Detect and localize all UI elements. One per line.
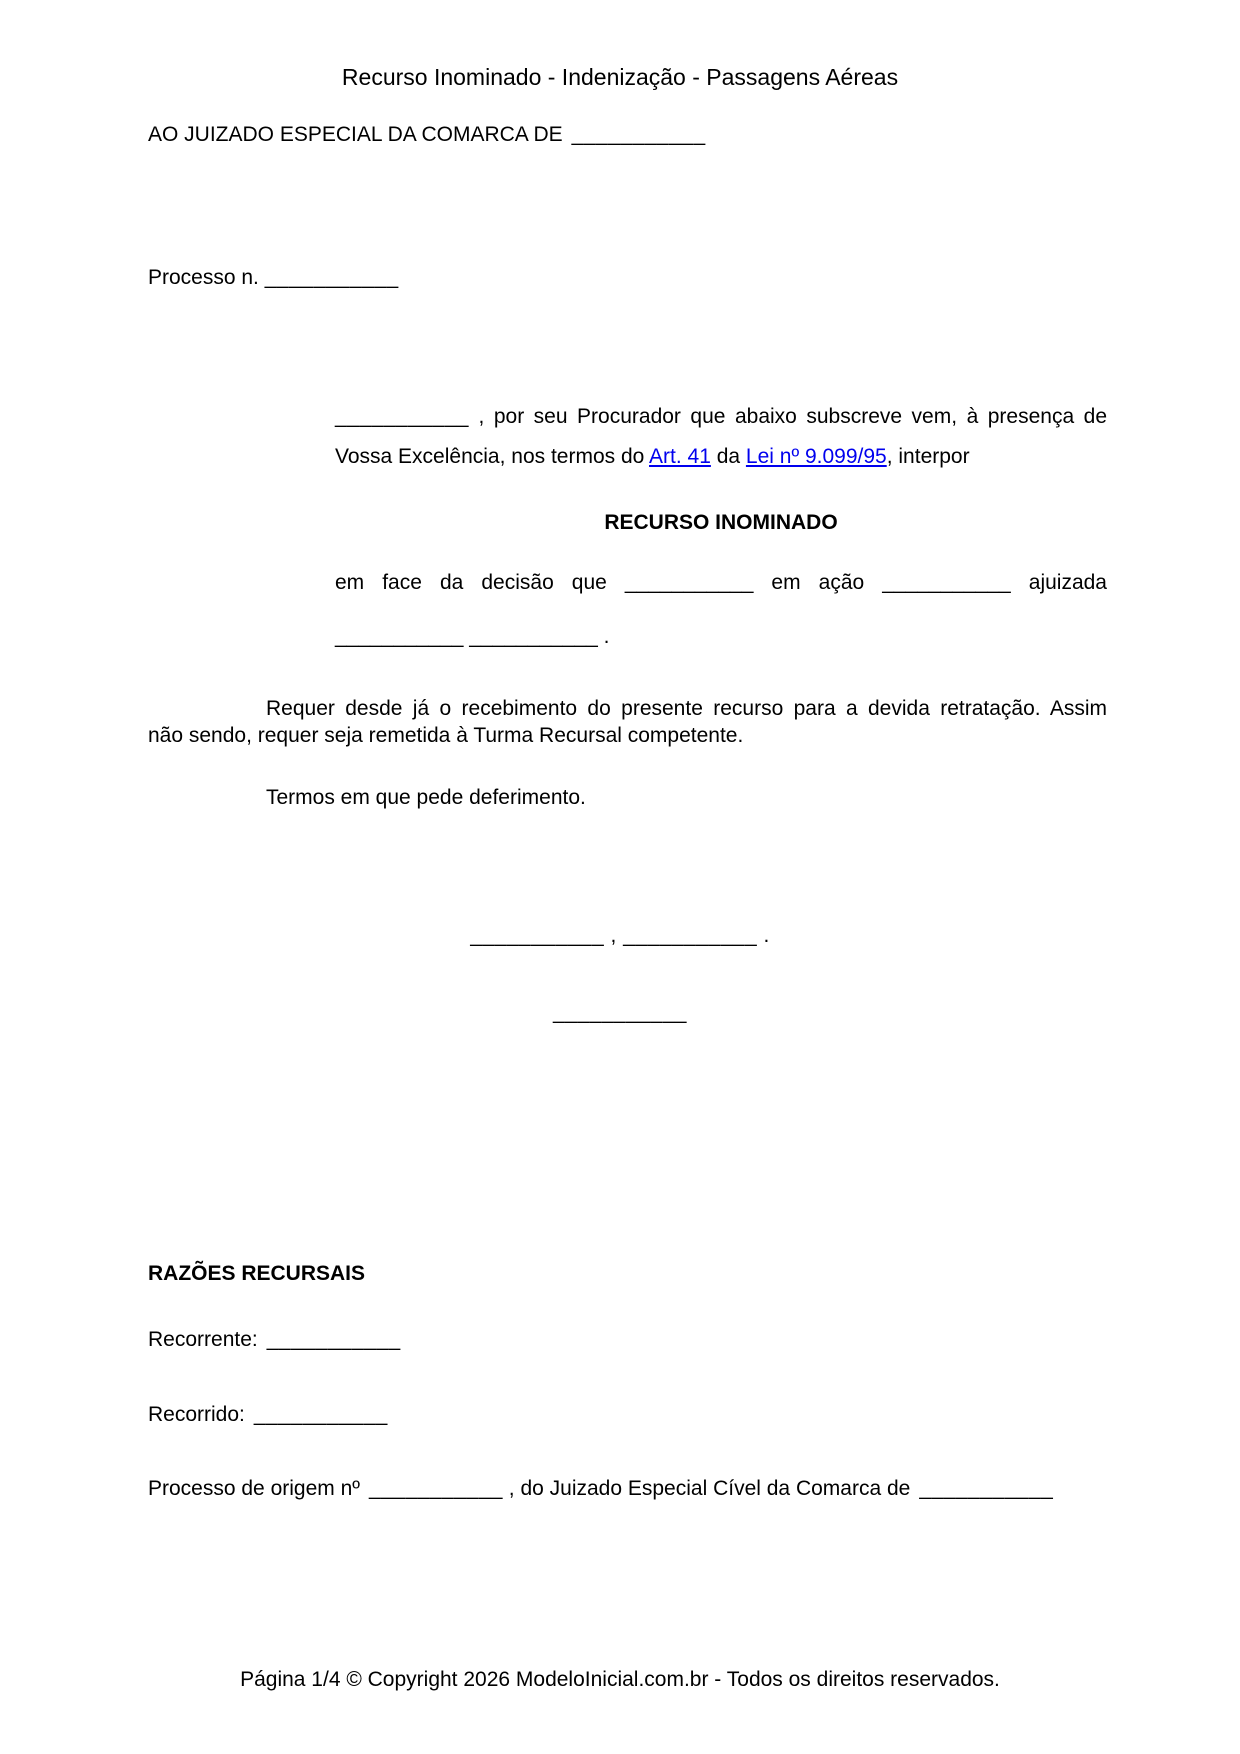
recorrente-blank-field: ___________ — [266, 1328, 401, 1351]
recurso-inominado-heading: RECURSO INOMINADO — [604, 511, 838, 534]
recorrente-line — [148, 1327, 401, 1353]
addressee-line — [148, 122, 706, 148]
recorrido-line — [148, 1402, 388, 1428]
intro-paragraph-line1 — [335, 404, 1107, 430]
recorrido-label: Recorrido: — [148, 1403, 245, 1426]
addressee-label: AO JUIZADO ESPECIAL DA COMARCA DE — [148, 123, 563, 146]
addressee-blank-field: ___________ — [571, 123, 706, 146]
razoes-recursais-heading: RAZÕES RECURSAIS — [148, 1262, 366, 1285]
origem-mid-text: , do Juizado Especial Cível da Comarca de — [508, 1477, 911, 1500]
em-face-line1: em face da decisão que ___________ em ação ___________ ajuizada — [335, 571, 1107, 594]
link-lei-9099-95[interactable]: Lei nº 9.099/95 — [745, 445, 887, 468]
em-face-line2: ___________ ___________ . — [335, 625, 610, 648]
intro-line2-mid: da — [710, 445, 746, 468]
origem-blank2-field: ___________ — [919, 1477, 1054, 1500]
origem-label: Processo de origem nº — [148, 1477, 360, 1500]
recorrido-blank-field: ___________ — [253, 1403, 388, 1426]
link-art-41[interactable]: Art. 41 — [649, 445, 711, 468]
origem-blank1-field: ___________ — [368, 1477, 503, 1500]
place-date-blank-line: ___________ , ___________ . — [470, 924, 770, 947]
intro-line2-post: , interpor — [886, 445, 970, 468]
process-blank-field: ___________ — [264, 266, 399, 289]
process-number-line — [148, 265, 399, 291]
document-title: Recurso Inominado - Indenização - Passagens Aéreas — [341, 64, 899, 90]
termos-line: Termos em que pede deferimento. — [266, 786, 586, 809]
requer-line2: não sendo, requer seja remetida à Turma Recursal competente. — [148, 724, 744, 747]
intro-line1-text: , por seu Procurador que abaixo subscreve vem, à presença de — [478, 405, 1107, 428]
requer-line1: Requer desde já o recebimento do presente recurso para a devida retratação. Assim — [266, 697, 1107, 720]
recorrente-label: Recorrente: — [148, 1328, 258, 1351]
intro-paragraph-line2 — [335, 444, 1107, 470]
intro-line2-pre: Vossa Excelência, nos termos do — [335, 445, 650, 468]
party-blank-field: ___________ — [335, 405, 469, 428]
signature-blank-field: ___________ — [553, 1001, 687, 1024]
process-label: Processo n. — [148, 266, 259, 289]
page-footer-copyright: Página 1/4 © Copyright 2026 ModeloInicial.com.br - Todos os direitos reservados. — [240, 1668, 1000, 1691]
processo-origem-line — [148, 1476, 1053, 1502]
